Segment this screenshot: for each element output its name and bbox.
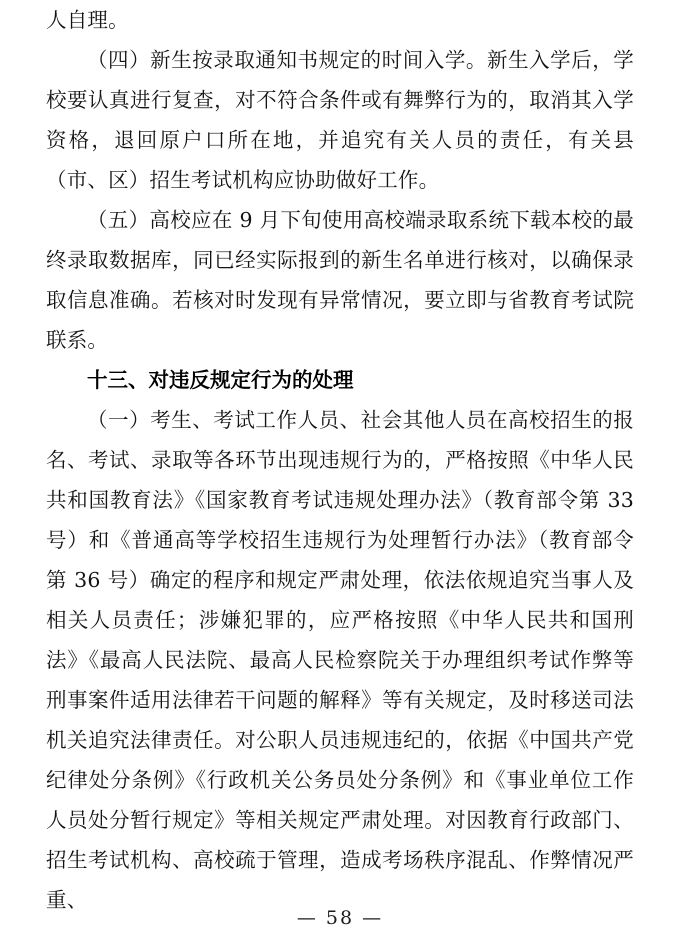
- paragraph-item-five: （五）高校应在 9 月下旬使用高校端录取系统下载本校的最终录取数据库，同已经实际报到的新生名单进行核对，以确保录取信息准确。若核对时发现有异常情况，要立即与省教育考试院联系。: [46, 208, 634, 352]
- paragraph-continuation: 人自理。: [46, 8, 129, 32]
- paragraph-section13-item-one: （一）考生、考试工作人员、社会其他人员在高校招生的报名、考试、录取等各环节出现违规行为的，严格按照《中华人民共和国教育法》《国家教育考试违规处理办法》（教育部令第 33 号）和《普通高等学校招生违规行为处理暂行办法》（教育部令第 36 号）确定的程序和规定严肃处理，依法依规追究当事人及相关人员责任；涉嫌犯罪的，应严格按照《中华人民共和国刑法》《最高人民法院、最高人民检察院关于办理组织考试作弊等刑事案件适用法律若干问题的解释》等有关规定，及时移送司法机关追究法律责任。对公职人员违规违纪的，依据《中国共产党纪律处分条例》《行政机关公务员处分条例》和《事业单位工作人员处分暂行规定》等相关规定严肃处理。对因教育行政部门、招生考试机构、高校疏于管理，造成考场秩序混乱、作弊情况严重、: [46, 408, 634, 912]
- section-heading: 十三、对违反规定行为的处理: [87, 368, 354, 392]
- document-body: [46, 0, 634, 920]
- page-number-footer: — 58 —: [296, 907, 384, 929]
- paragraph-item-four: （四）新生按录取通知书规定的时间入学。新生入学后，学校要认真进行复查，对不符合条件或有舞弊行为的，取消其入学资格，退回原户口所在地，并追究有关人员的责任，有关县（市、区）招生考试机构应协助做好工作。: [46, 48, 634, 192]
